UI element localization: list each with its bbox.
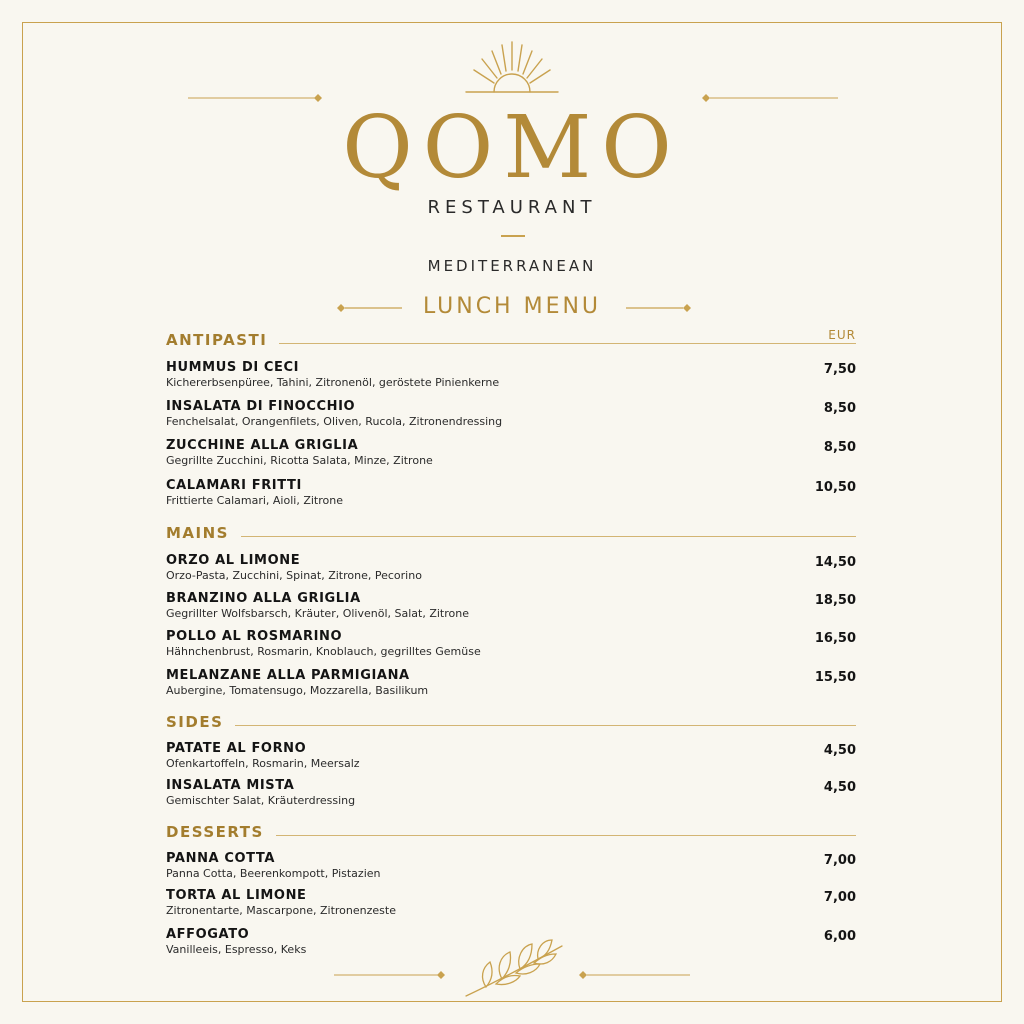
item-name: INSALATA DI FINOCCHIO: [166, 399, 356, 414]
item-price: 8,50: [823, 440, 856, 455]
section-mains: [166, 523, 856, 543]
olive-branch-icon: [462, 934, 566, 1000]
section-rule: [279, 343, 856, 344]
section-title: SIDES: [166, 713, 224, 731]
menu-item: [166, 629, 856, 661]
item-name: PATATE AL FORNO: [166, 741, 307, 756]
menu-item: [166, 778, 856, 810]
item-name: HUMMUS DI CECI: [166, 360, 300, 375]
section-antipasti: [166, 330, 856, 350]
item-price: 10,50: [814, 480, 856, 495]
item-name: BRANZINO ALLA GRIGLIA: [166, 591, 361, 606]
item-description: Gegrillte Zucchini, Ricotta Salata, Minze, Zitrone: [166, 454, 433, 467]
section-desserts: [166, 822, 856, 842]
section-rule: [241, 536, 856, 537]
item-price: 15,50: [814, 670, 856, 685]
menu-item: [166, 851, 856, 883]
item-price: 7,50: [823, 362, 856, 377]
item-price: 14,50: [814, 555, 856, 570]
item-price: 16,50: [814, 631, 856, 646]
item-description: Aubergine, Tomatensugo, Mozzarella, Basilikum: [166, 684, 429, 697]
item-name: MELANZANE ALLA PARMIGIANA: [166, 668, 410, 683]
item-name: AFFOGATO: [166, 927, 250, 942]
item-description: Zitronentarte, Mascarpone, Zitronenzeste: [166, 904, 396, 917]
item-name: TORTA AL LIMONE: [166, 888, 307, 903]
currency-label: EUR: [828, 328, 856, 342]
item-name: POLLO AL ROSMARINO: [166, 629, 343, 644]
menu-item: [166, 888, 856, 920]
item-description: Vanilleeis, Espresso, Keks: [166, 943, 307, 956]
item-description: Hähnchenbrust, Rosmarin, Knoblauch, gegrilltes Gemüse: [166, 645, 481, 658]
item-name: INSALATA MISTA: [166, 778, 295, 793]
menu-item: [166, 668, 856, 700]
item-price: 4,50: [823, 743, 856, 758]
item-description: Fenchelsalat, Orangenfilets, Oliven, Rucola, Zitronendressing: [166, 415, 503, 428]
bottom-left-ornament: [334, 970, 446, 980]
section-title: ANTIPASTI: [166, 331, 268, 349]
restaurant-logo: QOMO: [342, 98, 682, 198]
item-description: Gemischter Salat, Kräuterdressing: [166, 794, 356, 807]
section-rule: [276, 835, 856, 836]
item-price: 18,50: [814, 593, 856, 608]
item-name: PANNA COTTA: [166, 851, 276, 866]
menu-item: [166, 399, 856, 431]
item-price: 8,50: [823, 401, 856, 416]
menu-item: [166, 741, 856, 773]
divider-dash: [501, 235, 525, 237]
cuisine-label: MEDITERRANEAN: [427, 257, 597, 275]
restaurant-subtitle: RESTAURANT: [427, 197, 597, 218]
item-price: 7,00: [823, 853, 856, 868]
section-sides: [166, 712, 856, 732]
title-right-ornament: [626, 303, 692, 313]
section-title: DESSERTS: [166, 823, 264, 841]
menu-item: [166, 438, 856, 470]
section-rule: [235, 725, 856, 726]
menu-item: [166, 360, 856, 392]
item-name: CALAMARI FRITTI: [166, 478, 302, 493]
item-description: Panna Cotta, Beerenkompott, Pistazien: [166, 867, 381, 880]
item-name: ORZO AL LIMONE: [166, 553, 301, 568]
item-description: Orzo-Pasta, Zucchini, Spinat, Zitrone, Pecorino: [166, 569, 422, 582]
item-description: Frittierte Calamari, Aioli, Zitrone: [166, 494, 343, 507]
item-price: 6,00: [823, 929, 856, 944]
item-price: 7,00: [823, 890, 856, 905]
item-description: Gegrillter Wolfsbarsch, Kräuter, Olivenöl, Salat, Zitrone: [166, 607, 469, 620]
item-price: 4,50: [823, 780, 856, 795]
item-description: Ofenkartoffeln, Rosmarin, Meersalz: [166, 757, 360, 770]
bottom-right-ornament: [578, 970, 690, 980]
section-title: MAINS: [166, 524, 229, 542]
menu-item: [166, 478, 856, 510]
item-description: Kichererbsenpüree, Tahini, Zitronenöl, geröstete Pinienkerne: [166, 376, 500, 389]
sun-icon: [462, 40, 562, 96]
menu-title: LUNCH MENU: [422, 294, 602, 319]
menu-item: [166, 553, 856, 585]
menu-item: [166, 591, 856, 623]
item-name: ZUCCHINE ALLA GRIGLIA: [166, 438, 359, 453]
